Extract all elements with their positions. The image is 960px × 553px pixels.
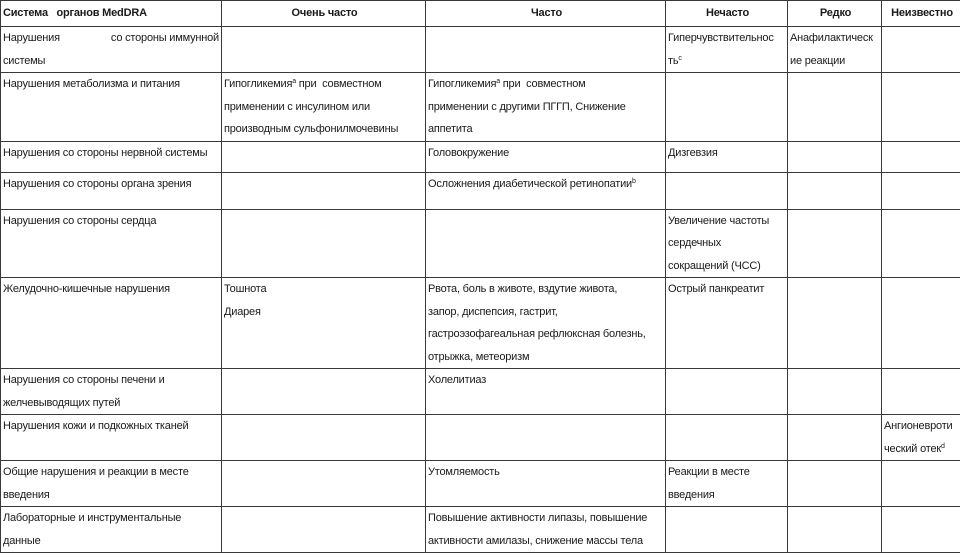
soc-text: Лабораторные и инструментальные [3,507,221,530]
table-row [1,141,960,172]
soc-text: Общие нарушения и реакции в месте [3,461,221,484]
common-text: активности амилазы, снижение массы тела [428,530,665,553]
very-common-cell [222,461,426,507]
soc-cell [1,27,222,73]
very-common-text: Гипогликемия [224,78,292,90]
uncommon-cell [666,507,788,553]
footnote-mark: a [496,78,500,85]
rare-cell [788,141,882,172]
common-text: отрыжка, метеоризм [428,346,665,369]
common-cell [426,278,666,369]
soc-cell: Нарушения метаболизма и питания [1,73,222,142]
uncommon-text: Гиперчувствительнос [668,27,787,50]
very-common-cell [222,209,426,278]
unknown-cell [882,415,960,461]
rare-cell [788,369,882,415]
common-cell [426,507,666,553]
common-text: гастроэзофагеальная рефлюксная болезнь, [428,323,665,346]
uncommon-text: сокращений (ЧСС) [668,255,787,278]
rare-cell [788,172,882,209]
common-text: Рвота, боль в животе, вздутие живота, [428,278,665,301]
uncommon-cell: Острый панкреатит [666,278,788,369]
unknown-cell [882,278,960,369]
uncommon-cell [666,461,788,507]
rare-cell [788,415,882,461]
table-row [1,172,960,209]
very-common-text: производным сульфонилмочевины [224,118,425,141]
header-rare: Редко [788,1,882,27]
rare-cell [788,461,882,507]
common-text: применении с другими ПГГП, Снижение [428,96,665,119]
footnote-mark: a [292,78,296,85]
footnote-mark: d [941,443,945,450]
rare-text: Анафилактическ [790,27,881,50]
very-common-cell [222,415,426,461]
uncommon-cell [666,172,788,209]
header-unknown: Неизвестно [882,1,960,27]
common-cell [426,73,666,142]
common-text: аппетита [428,118,665,141]
header-uncommon: Нечасто [666,1,788,27]
common-cell [426,415,666,461]
unknown-cell [882,141,960,172]
common-cell [426,209,666,278]
soc-text: Нарушения [3,27,60,50]
soc-text: Нарушения со стороны печени и [3,369,221,392]
soc-text: системы [3,50,221,73]
very-common-cell [222,369,426,415]
table-row [1,278,960,369]
soc-text: со стороны иммунной [111,27,219,50]
table-row [1,369,960,415]
unknown-cell [882,172,960,209]
soc-cell [1,369,222,415]
header-very-common: Очень часто [222,1,426,27]
uncommon-text: Реакции в месте [668,461,787,484]
soc-cell: Нарушения кожи и подкожных тканей [1,415,222,461]
common-text: Осложнения диабетической ретинопатии [428,178,632,190]
unknown-cell [882,27,960,73]
soc-cell [1,461,222,507]
common-cell: Утомляемость [426,461,666,507]
rare-cell [788,27,882,73]
soc-text: введения [3,484,221,507]
uncommon-cell [666,73,788,142]
common-cell: Холелитиаз [426,369,666,415]
footnote-mark: b [632,178,636,185]
rare-cell [788,209,882,278]
uncommon-cell [666,209,788,278]
unknown-cell [882,461,960,507]
uncommon-text: Увеличение частоты [668,210,787,233]
soc-cell [1,507,222,553]
header-row [1,1,960,27]
rare-text: ие реакции [790,50,881,73]
common-text: Гипогликемия [428,78,496,90]
very-common-cell [222,278,426,369]
very-common-cell [222,172,426,209]
very-common-text: при совместном [296,78,382,90]
table-row [1,461,960,507]
very-common-cell [222,73,426,142]
uncommon-cell [666,369,788,415]
common-text: Повышение активности липазы, повышение [428,507,665,530]
rare-cell [788,278,882,369]
table-row [1,415,960,461]
uncommon-cell [666,27,788,73]
unknown-text: ческий отек [884,443,941,455]
uncommon-text: ть [668,55,678,67]
unknown-cell [882,369,960,415]
header-soc: Система органов MedDRA [1,1,222,27]
rare-cell [788,507,882,553]
common-text: запор, диспепсия, гастрит, [428,301,665,324]
soc-cell: Нарушения со стороны нервной системы [1,141,222,172]
header-common: Часто [426,1,666,27]
common-cell [426,27,666,73]
common-text: при совместном [500,78,586,90]
common-cell: Головокружение [426,141,666,172]
soc-cell: Нарушения со стороны сердца [1,209,222,278]
unknown-cell [882,73,960,142]
unknown-cell [882,209,960,278]
table-row [1,209,960,278]
soc-text: желчевыводящих путей [3,392,221,415]
soc-text: данные [3,530,221,553]
uncommon-text: введения [668,484,787,507]
very-common-text: применении с инсулином или [224,96,425,119]
unknown-cell [882,507,960,553]
uncommon-cell: Дизгевзия [666,141,788,172]
soc-cell: Желудочно-кишечные нарушения [1,278,222,369]
very-common-cell [222,507,426,553]
soc-cell: Нарушения со стороны органа зрения [1,172,222,209]
very-common-text: Диарея [224,301,425,324]
footnote-mark: c [678,55,681,62]
very-common-cell [222,27,426,73]
uncommon-cell [666,415,788,461]
very-common-text: Тошнота [224,278,425,301]
uncommon-text: сердечных [668,232,787,255]
unknown-text: Ангионевроти [884,415,960,438]
table-row [1,27,960,73]
very-common-cell [222,141,426,172]
common-cell [426,172,666,209]
rare-cell [788,73,882,142]
table-row [1,73,960,142]
table-row [1,507,960,553]
